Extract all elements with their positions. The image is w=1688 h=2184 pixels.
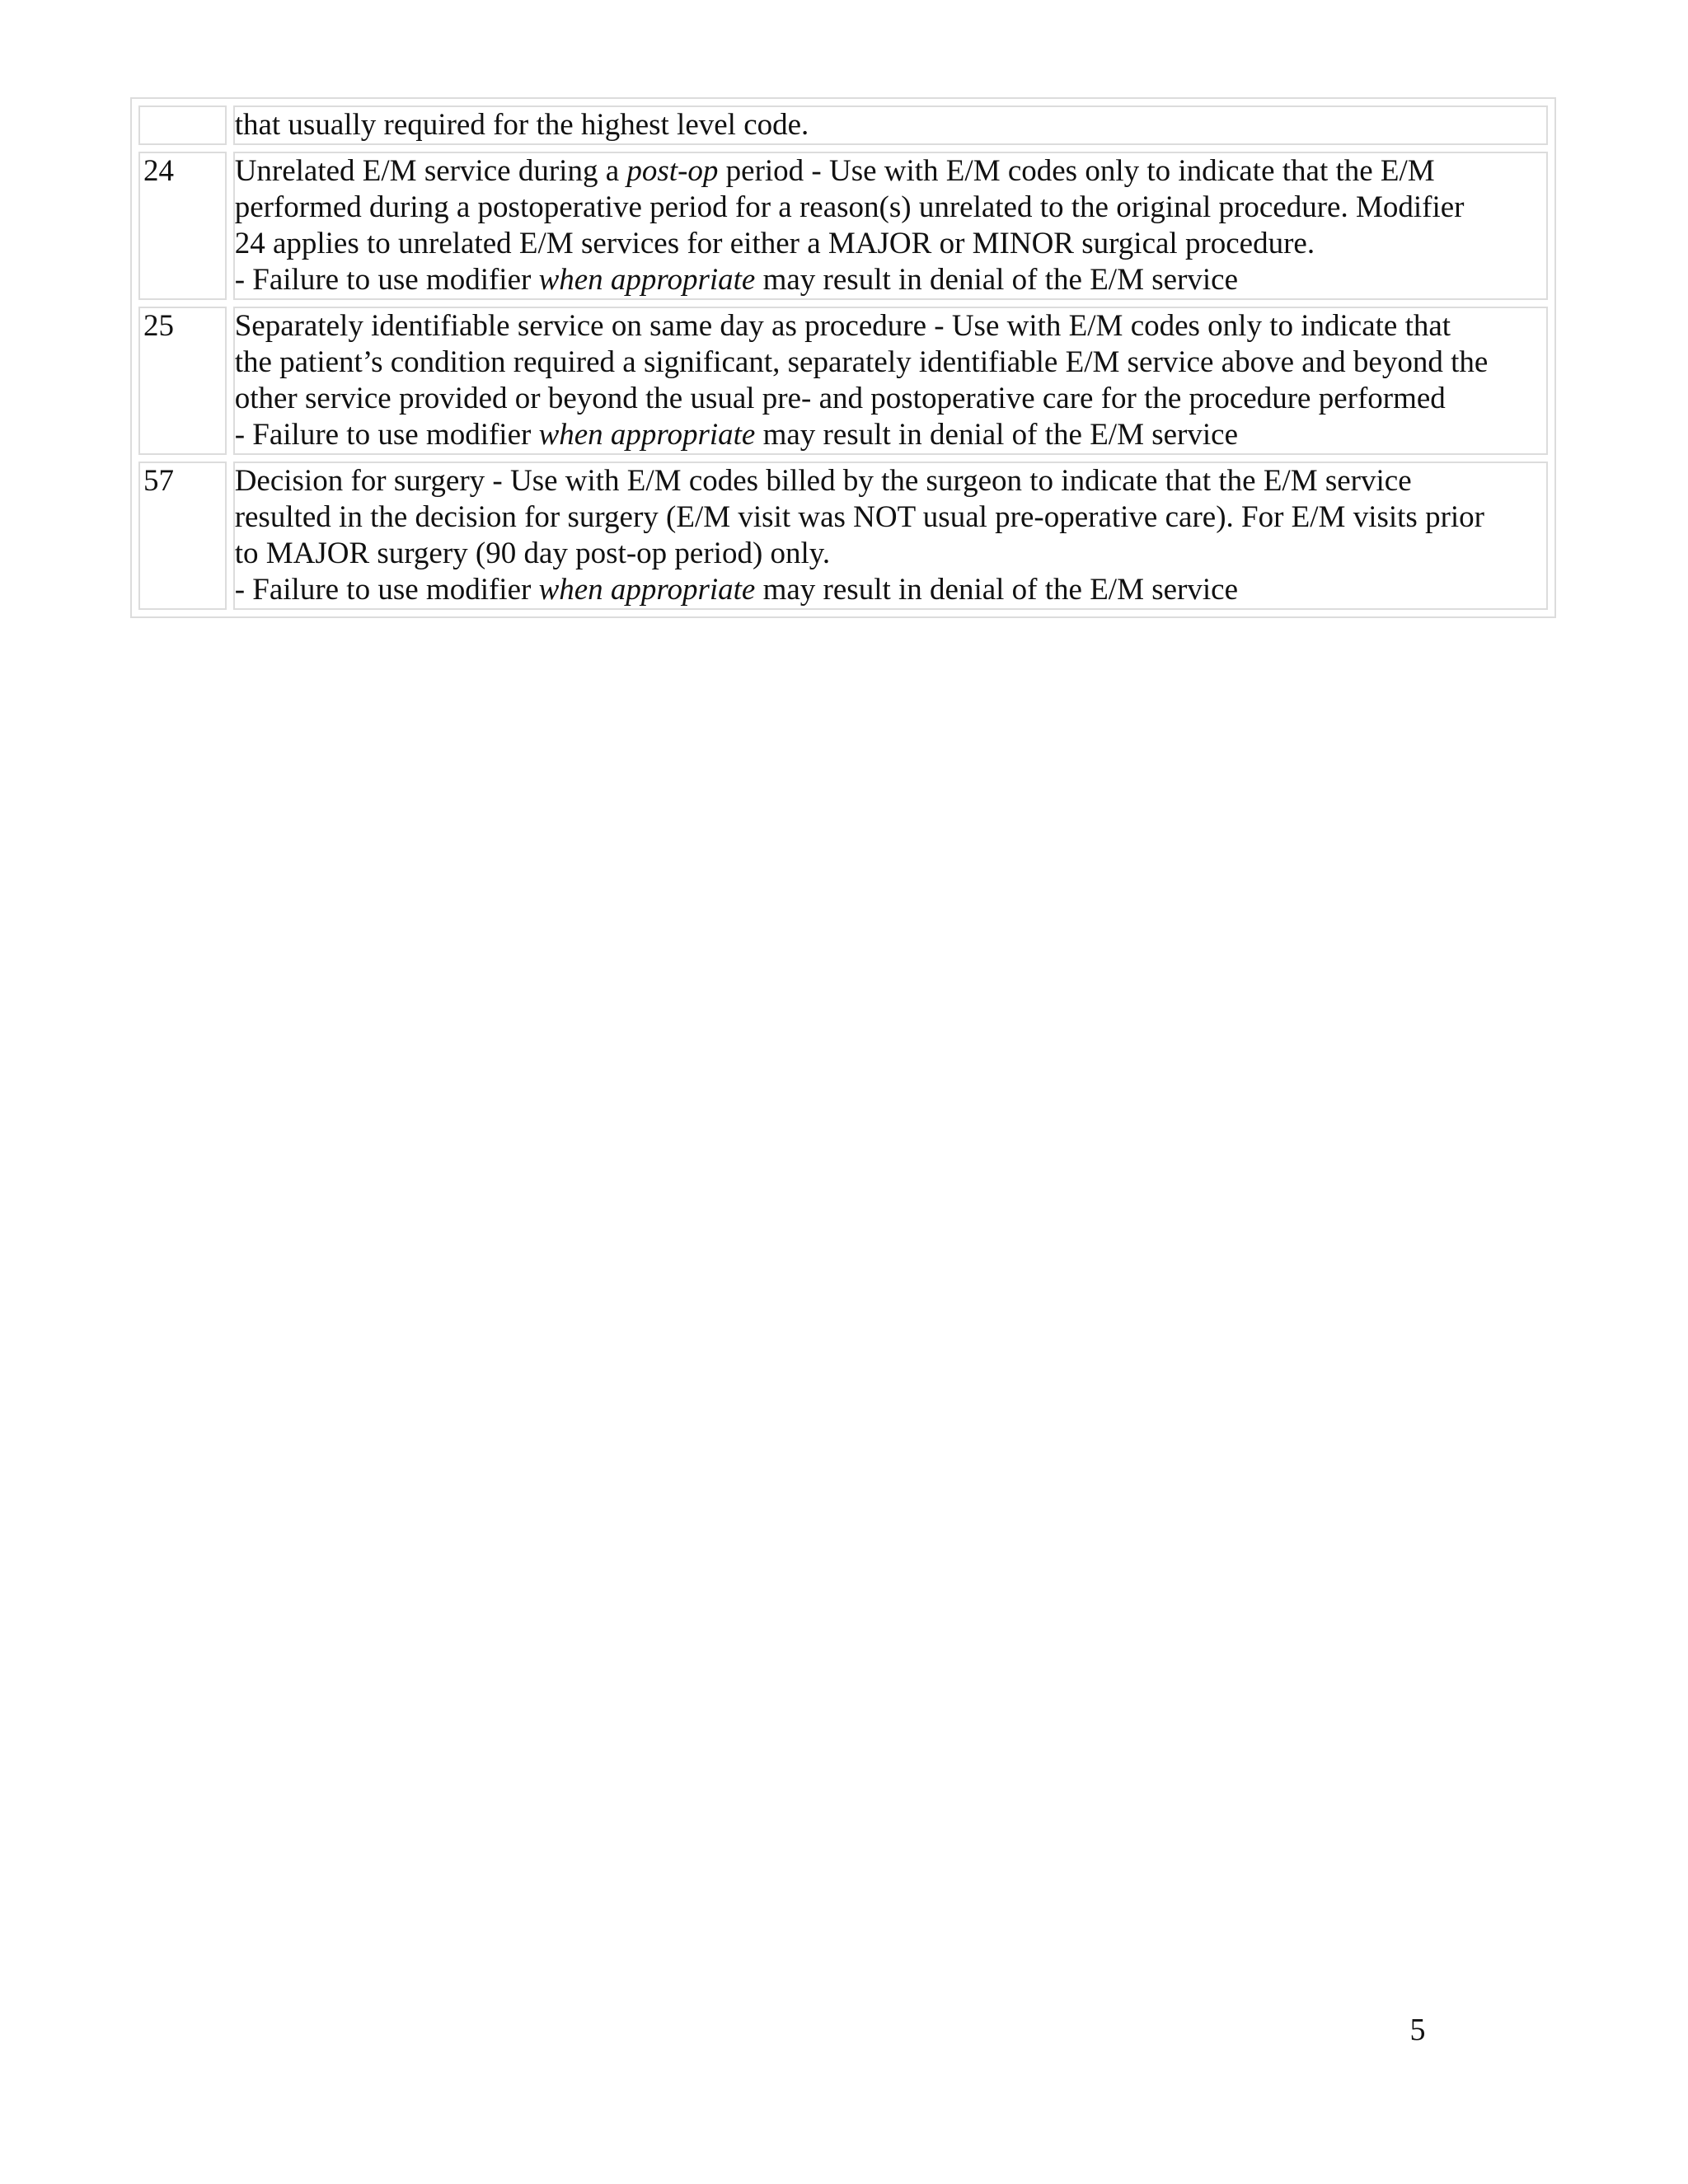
description-text: - Failure to use modifier: [234, 573, 539, 607]
description-line: [235, 107, 1545, 143]
description-line: [235, 536, 1545, 572]
description-text: 24 applies to unrelated E/M services for either a MAJOR or MINOR surgical procedure.: [234, 227, 1315, 260]
description-text: to MAJOR surgery (90 day post-op period) only.: [234, 537, 831, 570]
modifier-table: [130, 97, 1556, 618]
modifier-code-cell: 25: [138, 307, 227, 455]
description-line: [235, 463, 1545, 499]
modifier-description-cell: [233, 105, 1548, 145]
description-line: [235, 190, 1545, 226]
description-line: [235, 381, 1545, 417]
description-text: resulted in the decision for surgery (E/M visit was NOT usual pre-operative care). For E/M visits prior: [234, 500, 1485, 534]
modifier-description-cell: [233, 152, 1548, 300]
description-line: [235, 153, 1545, 190]
table-row: [138, 152, 1548, 300]
description-line: [235, 499, 1545, 536]
modifier-code-cell: 24: [138, 152, 227, 300]
page-number: 5: [1409, 2013, 1426, 2047]
failure-note-line: [235, 572, 1545, 608]
description-text: Separately identifiable service on same day as procedure - Use with E/M codes only to indicate that: [234, 309, 1451, 343]
description-text: performed during a postoperative period for a reason(s) unrelated to the original procedure. Modifier: [234, 190, 1465, 224]
description-emphasis: when appropriate: [538, 573, 756, 607]
description-text: may result in denial of the E/M service: [755, 263, 1239, 297]
failure-note-line: [235, 417, 1545, 453]
table-row: [138, 462, 1548, 610]
description-line: [235, 308, 1545, 344]
modifier-description-cell: [233, 307, 1548, 455]
description-text: may result in denial of the E/M service: [755, 573, 1239, 607]
description-text: other service provided or beyond the usual pre- and postoperative care for the procedure performed: [234, 382, 1446, 415]
description-emphasis: when appropriate: [538, 418, 756, 452]
description-text: Decision for surgery - Use with E/M codes billed by the surgeon to indicate that the E/M service: [234, 464, 1412, 498]
description-text: that usually required for the highest level code.: [234, 108, 809, 142]
description-text: the patient’s condition required a significant, separately identifiable E/M service above and beyond the: [234, 345, 1489, 379]
description-text: period - Use with E/M codes only to indicate that the E/M: [718, 154, 1435, 188]
modifier-code-cell: [138, 105, 227, 145]
modifier-code-cell: 57: [138, 462, 227, 610]
description-emphasis: when appropriate: [538, 263, 756, 297]
description-text: - Failure to use modifier: [234, 263, 539, 297]
description-line: [235, 344, 1545, 381]
failure-note-line: [235, 262, 1545, 298]
description-line: [235, 226, 1545, 262]
description-text: Unrelated E/M service during a: [234, 154, 627, 188]
modifier-description-cell: [233, 462, 1548, 610]
description-text: may result in denial of the E/M service: [755, 418, 1239, 452]
table-row: [138, 307, 1548, 455]
description-text: - Failure to use modifier: [234, 418, 539, 452]
table-row: [138, 105, 1548, 145]
description-emphasis: post-op: [626, 154, 719, 188]
